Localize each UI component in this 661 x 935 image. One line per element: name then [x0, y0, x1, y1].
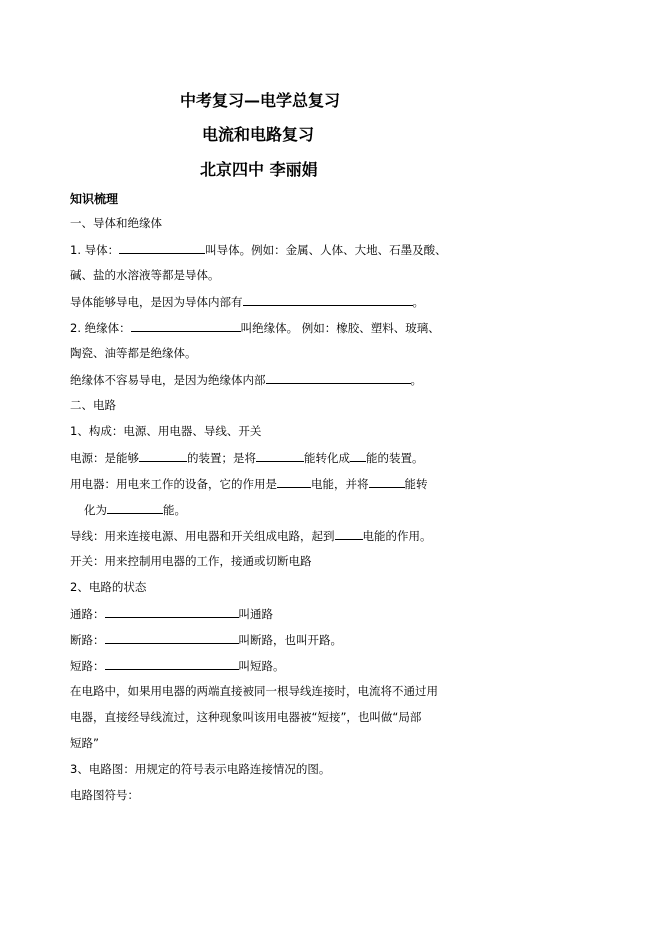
closed-circuit-line: 通路： 叫通路	[70, 607, 273, 621]
short-paragraph-line2: 电器，直接经导线流过，这种现象叫该用电器被“短接”，也叫做“局部	[70, 710, 422, 724]
part2-heading: 二、电路	[70, 398, 116, 412]
blank-line	[266, 372, 411, 384]
appliance-line: 用电器：用电来工作的设备，它的作用是 电能，并将 能转	[70, 477, 428, 491]
blank-line	[131, 320, 241, 332]
blank-line	[105, 658, 239, 670]
blank-line	[335, 528, 363, 540]
insulator-line-cont: 陶瓷、油等都是绝缘体。	[70, 346, 197, 360]
circuit-diagram-line: 3、电路图：用规定的符号表示电路连接情况的图。	[70, 762, 331, 776]
power-source-line: 电源：是能够 的装置；是将 能转化成 能的装置。	[70, 451, 424, 465]
blank-line	[107, 502, 163, 514]
open-circuit-line: 断路： 叫断路，也叫开路。	[70, 633, 342, 647]
blank-line	[256, 450, 304, 462]
conductor-reason-line: 导体能够导电，是因为导体内部有 。	[70, 295, 424, 309]
wire-line: 导线：用来连接电源、用电器和开关组成电路，起到 电能的作用。	[70, 529, 432, 543]
blank-line	[139, 450, 187, 462]
conductor-line: 1. 导体： 叫导体。例如：金属、人体、大地、石墨及酸、	[70, 243, 447, 257]
section-heading: 知识梳理	[70, 192, 119, 206]
blank-line	[243, 294, 413, 306]
blank-line	[369, 476, 405, 488]
appliance-line-cont: 化为 能。	[84, 503, 186, 517]
switch-line: 开关：用来控制用电器的工作，接通或切断电路	[70, 554, 312, 568]
circuit-state-heading: 2、电路的状态	[70, 580, 147, 594]
short-paragraph-line3: 短路”	[70, 736, 99, 750]
blank-line	[277, 476, 311, 488]
circuit-symbols-label: 电路图符号：	[70, 788, 139, 802]
title-line3: 北京四中 李丽娟	[200, 160, 318, 179]
title-line1: 中考复习—电学总复习	[180, 91, 341, 110]
title-line2: 电流和电路复习	[202, 125, 315, 144]
insulator-line: 2. 绝缘体： 叫绝缘体。 例如：橡胶、塑料、玻璃、	[70, 321, 440, 335]
blank-line	[105, 632, 239, 644]
composition-line: 1、构成：电源、用电器、导线、开关	[70, 424, 262, 438]
part1-heading: 一、导体和绝缘体	[70, 216, 162, 230]
short-paragraph-line1: 在电路中，如果用电器的两端直接被同一根导线连接时，电流将不通过用	[70, 684, 438, 698]
short-circuit-line: 短路： 叫短路。	[70, 659, 285, 673]
blank-line	[119, 242, 205, 254]
insulator-reason-line: 绝缘体不容易导电，是因为绝缘体内部 。	[70, 373, 422, 387]
blank-line	[350, 450, 366, 462]
conductor-line-cont: 碱、盐的水溶液等都是导体。	[70, 268, 220, 282]
blank-line	[105, 606, 239, 618]
